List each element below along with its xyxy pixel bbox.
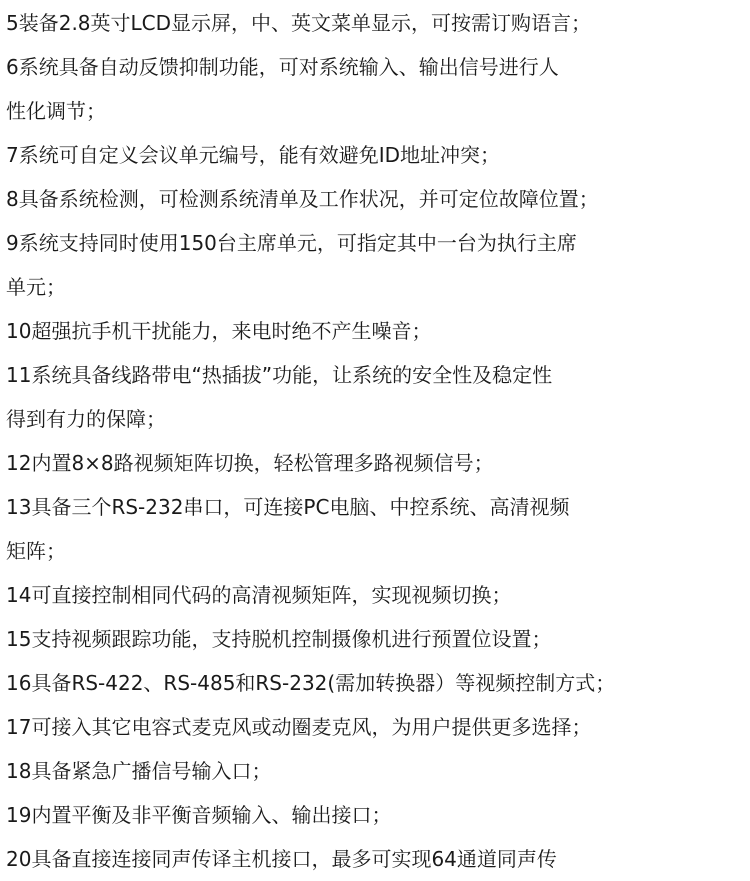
feature-line-14: 14可直接控制相同代码的高清视频矩阵，实现视频切换； — [6, 583, 512, 607]
feature-line-13a: 13具备三个RS-232串口，可连接PC电脑、中控系统、高清视频 — [6, 495, 570, 519]
feature-line-11a: 11系统具备线路带电“热插拔”功能，让系统的安全性及稳定性 — [6, 363, 553, 387]
feature-line-7: 7系统可自定义会议单元编号，能有效避免ID地址冲突； — [6, 143, 501, 167]
feature-line-9b: 单元； — [6, 275, 66, 299]
feature-line-12: 12内置8×8路视频矩阵切换，轻松管理多路视频信号； — [6, 451, 494, 475]
feature-line-5: 5装备2.8英寸LCD显示屏，中、英文菜单显示，可按需订购语言； — [6, 11, 592, 35]
feature-line-20: 20具备直接连接同声传译主机接口，最多可实现64通道同声传 — [6, 847, 557, 871]
feature-line-17: 17可接入其它电容式麦克风或动圈麦克风，为用户提供更多选择； — [6, 715, 592, 739]
feature-line-16: 16具备RS-422、RS-485和RS-232(需加转换器）等视频控制方式； — [6, 671, 616, 695]
feature-list — [6, 0, 746, 881]
feature-line-9a: 9系统支持同时使用150台主席单元，可指定其中一台为执行主席 — [6, 231, 577, 255]
feature-line-6b: 性化调节； — [6, 99, 106, 123]
feature-line-6a: 6系统具备自动反馈抑制功能，可对系统输入、输出信号进行人 — [6, 55, 559, 79]
feature-line-13b: 矩阵； — [6, 539, 66, 563]
feature-line-10: 10超强抗手机干扰能力，来电时绝不产生噪音； — [6, 319, 432, 343]
feature-line-11b: 得到有力的保障； — [6, 407, 166, 431]
feature-line-19: 19内置平衡及非平衡音频输入、输出接口； — [6, 803, 392, 827]
feature-line-8: 8具备系统检测，可检测系统清单及工作状况，并可定位故障位置； — [6, 187, 599, 211]
feature-line-15: 15支持视频跟踪功能，支持脱机控制摄像机进行预置位设置； — [6, 627, 552, 651]
feature-line-18: 18具备紧急广播信号输入口； — [6, 759, 272, 783]
